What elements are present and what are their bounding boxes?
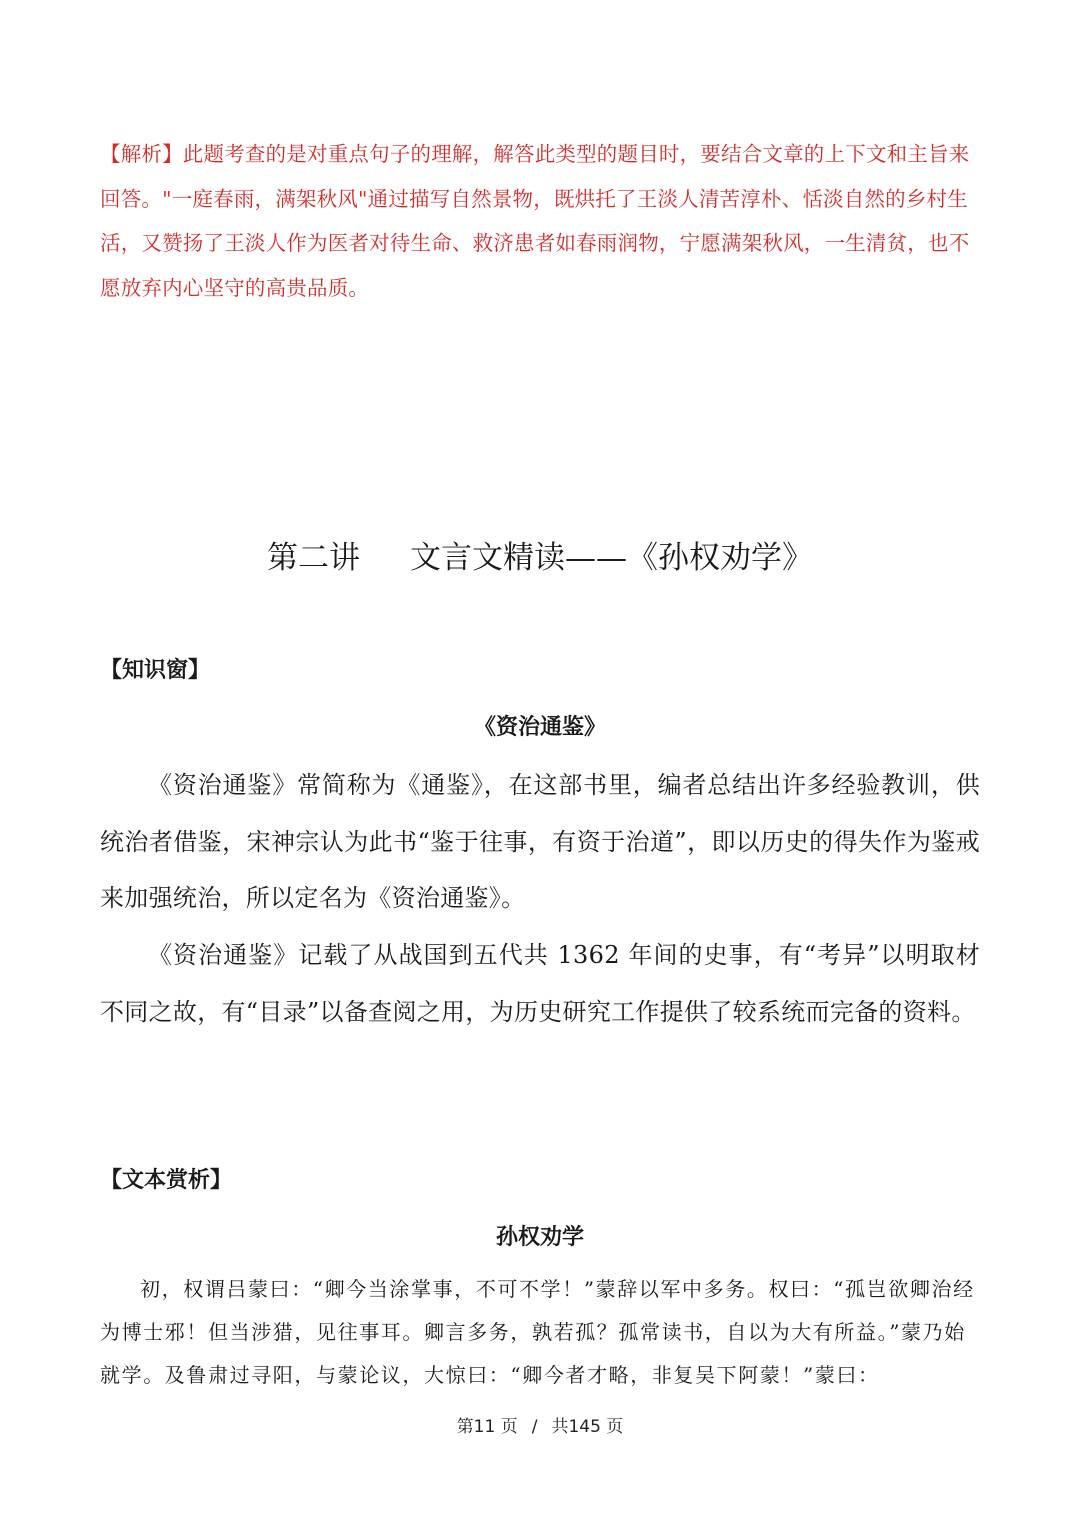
lecture-title: 文言文精读——《孙权劝学》 <box>410 540 813 576</box>
page-footer <box>0 1414 1080 1440</box>
analysis-paragraph: 【解析】此题考查的是对重点句子的理解，解答此类型的题目时，要结合文章的上下文和主旨来回答。"一庭春雨，满架秋风"通过描写自然景物，既烘托了王淡人清苦淳朴、恬淡自然的乡村生活，又赞扬了王淡人作为医者对待生命、救济患者如春雨润物，宁愿满架秋风，一生清贫，也不愿放弃内心坚守的高贵品质。 <box>100 142 970 300</box>
lecture-number: 第二讲 <box>267 540 360 576</box>
book-title: 《资治通鉴》 <box>473 714 606 740</box>
knowledge-window-heading: 【知识窗】 <box>100 657 211 683</box>
footer-separator: / <box>531 1417 538 1437</box>
section-title <box>0 530 1080 586</box>
classical-text-title: 孙权劝学 <box>495 1224 584 1250</box>
knowledge-paragraph-2: 《资治通鉴》记载了从战国到五代共 1362 年间的史事，有“考异”以明取材不同之故，有“目录”以备查阅之用，为历史研究工作提供了较系统而完备的资料。 <box>100 941 980 1026</box>
current-page-label: 第11 页 <box>456 1417 518 1437</box>
classical-text-body: 初，权谓吕蒙曰：“卿今当涂掌事，不可不学！”蒙辞以军中多务。权曰：“孤岂欲卿治经为博士邪！但当涉猎，见往事耳。卿言多务，孰若孤？孤常读书，自以为大有所益。”蒙乃始就学。及鲁肃过寻阳，与蒙论议，大惊曰：“卿今者才略，非复吴下阿蒙！”蒙曰： <box>100 1277 975 1387</box>
total-pages-label: 共145 页 <box>551 1417 624 1437</box>
knowledge-paragraph-1: 《资治通鉴》常简称为《通鉴》，在这部书里，编者总结出许多经验教训，供统治者借鉴，宋神宗认为此书“鉴于往事，有资于治道”，即以历史的得失作为鉴戒来加强统治，所以定名为《资治通鉴》。 <box>100 771 980 912</box>
text-appreciation-heading: 【文本赏析】 <box>100 1167 233 1193</box>
